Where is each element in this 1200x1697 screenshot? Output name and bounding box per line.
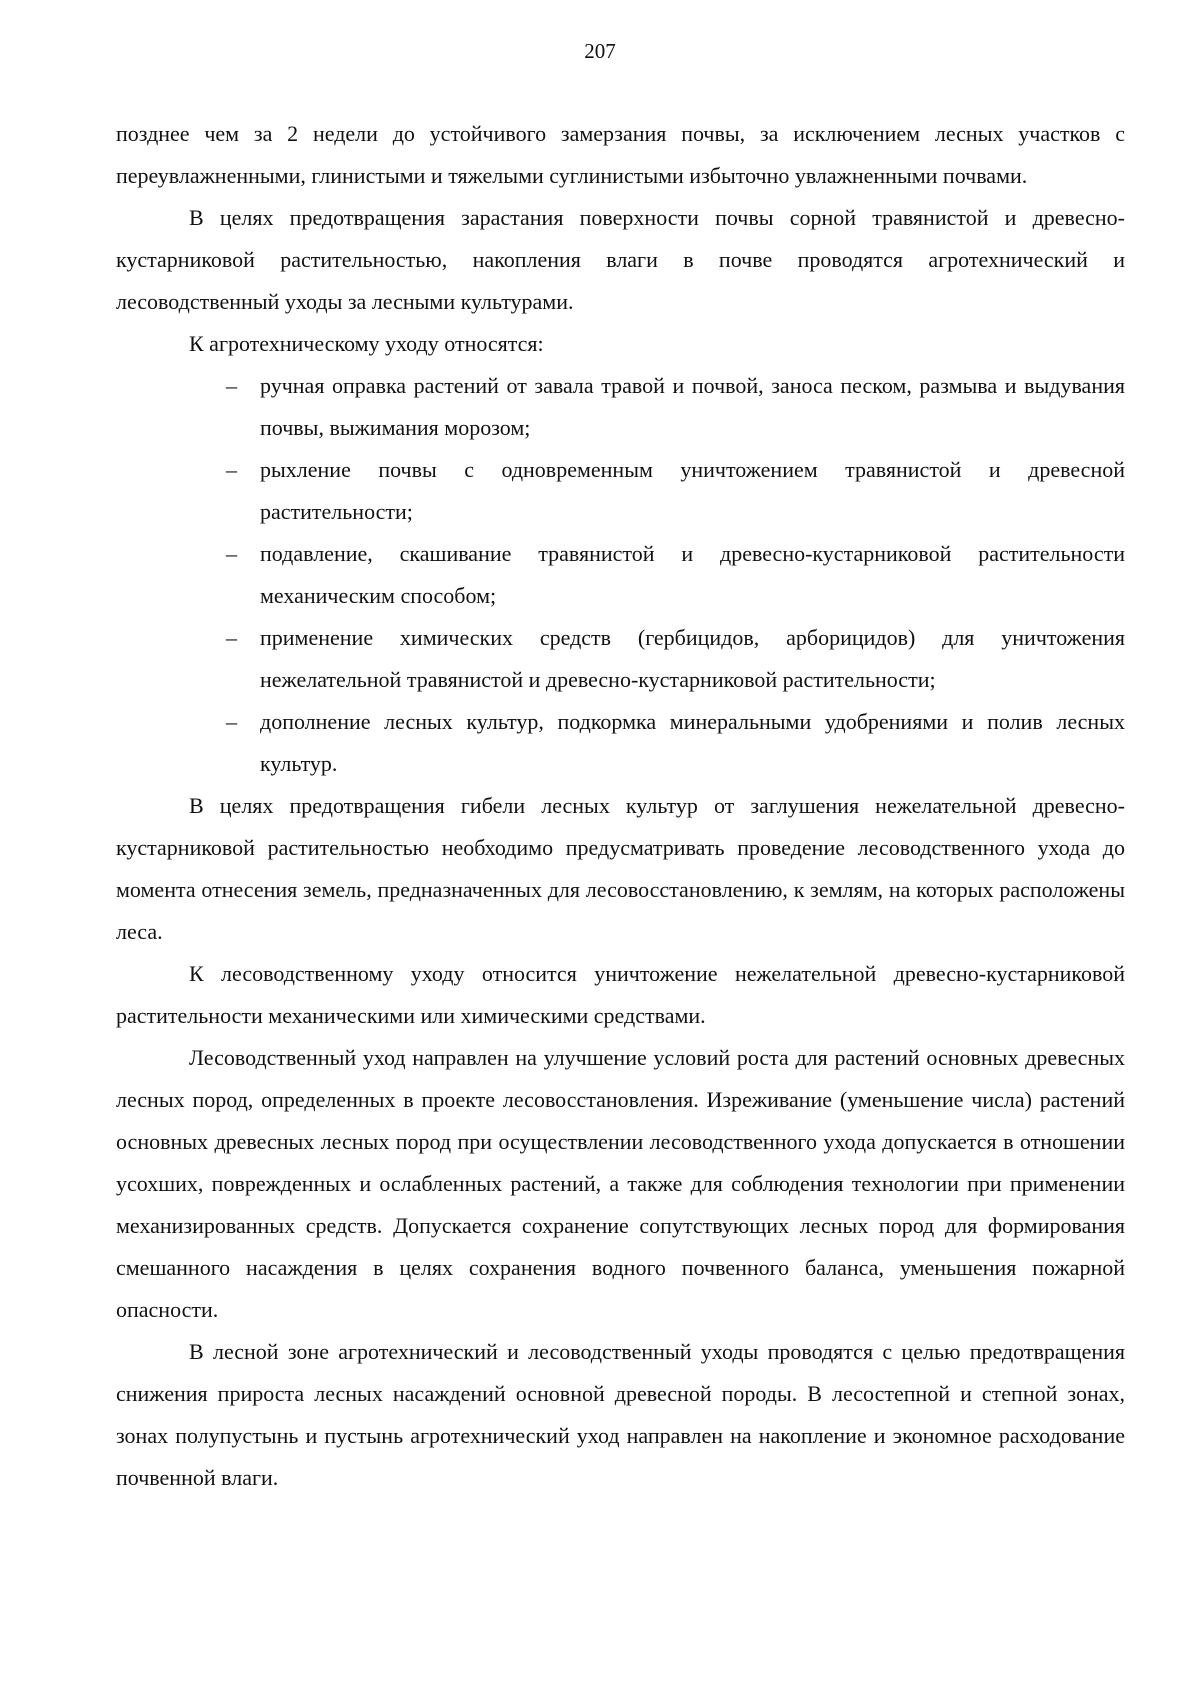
list-item xyxy=(116,449,1125,533)
list-item-text: рыхление почвы с одновременным уничтожением травянистой и древесной растительности; xyxy=(260,457,1125,524)
list-item-text: дополнение лесных культур, подкормка минеральными удобрениями и полив лесных культур. xyxy=(260,709,1125,776)
paragraph-list-intro: К агротехническому уходу относятся: xyxy=(189,331,544,356)
list-dash-marker: – xyxy=(226,541,237,566)
paragraph-purpose-of-care: В целях предотвращения зарастания поверхности почвы сорной травянистой и древесно-кустарниковой растительностью, накопления влаги в почве проводятся агротехнический и лесоводственный уходы за лесными культурами. xyxy=(116,205,1125,314)
list-item-text: применение химических средств (гербицидов, арборицидов) для уничтожения нежелательной травянистой и древесно-кустарниковой растительности; xyxy=(260,625,1125,692)
list-item xyxy=(116,533,1125,617)
paragraph-care-direction: Лесоводственный уход направлен на улучшение условий роста для растений основных древесных лесных пород, определенных в проекте лесовосстановления. Изреживание (уменьшение числа) растений основных древесных лесных пород при осуществлении лесоводственного ухода допускается в отношении усохших, поврежденных и ослабленных растений, а также для соблюдения технологии при применении механизированных средств. Допускается сохранение сопутствующих лесных пород для формирования смешанного насаждения в целях сохранения водного почвенного баланса, уменьшения пожарной опасности. xyxy=(116,1045,1125,1322)
paragraph-zones: В лесной зоне агротехнический и лесоводственный уходы проводятся с целью предотвращения снижения прироста лесных насаждений основной древесной породы. В лесостепной и степной зонах, зонах полупустынь и пустынь агротехнический уход направлен на накопление и экономное расходование почвенной влаги. xyxy=(116,1339,1125,1490)
document-body xyxy=(116,113,1125,1499)
list-item xyxy=(116,617,1125,701)
list-dash-marker: – xyxy=(226,625,237,650)
paragraph-prevent-death: В целях предотвращения гибели лесных культур от заглушения нежелательной древесно-кустарниковой растительностью необходимо предусматривать проведение лесоводственного ухода до момента отнесения земель, предназначенных для лесовосстановлению, к землям, на которых расположены леса. xyxy=(116,793,1125,944)
page-number: 207 xyxy=(584,39,616,63)
list-dash-marker: – xyxy=(226,709,237,734)
agrotechnical-care-list xyxy=(116,365,1125,785)
list-item xyxy=(116,365,1125,449)
list-dash-marker: – xyxy=(226,373,237,398)
list-item-text: подавление, скашивание травянистой и древесно-кустарниковой растительности механическим способом; xyxy=(260,541,1125,608)
paragraph-continuation: позднее чем за 2 недели до устойчивого замерзания почвы, за исключением лесных участков с переувлажненными, глинистыми и тяжелыми суглинистыми избыточно увлажненными почвами. xyxy=(116,121,1125,188)
list-item-text: ручная оправка растений от завала травой и почвой, заноса песком, размыва и выдувания почвы, выжимания морозом; xyxy=(260,373,1125,440)
list-dash-marker: – xyxy=(226,457,237,482)
paragraph-silvicultural-care: К лесоводственному уходу относится уничтожение нежелательной древесно-кустарниковой растительности механическими или химическими средствами. xyxy=(116,961,1125,1028)
list-item xyxy=(116,701,1125,785)
